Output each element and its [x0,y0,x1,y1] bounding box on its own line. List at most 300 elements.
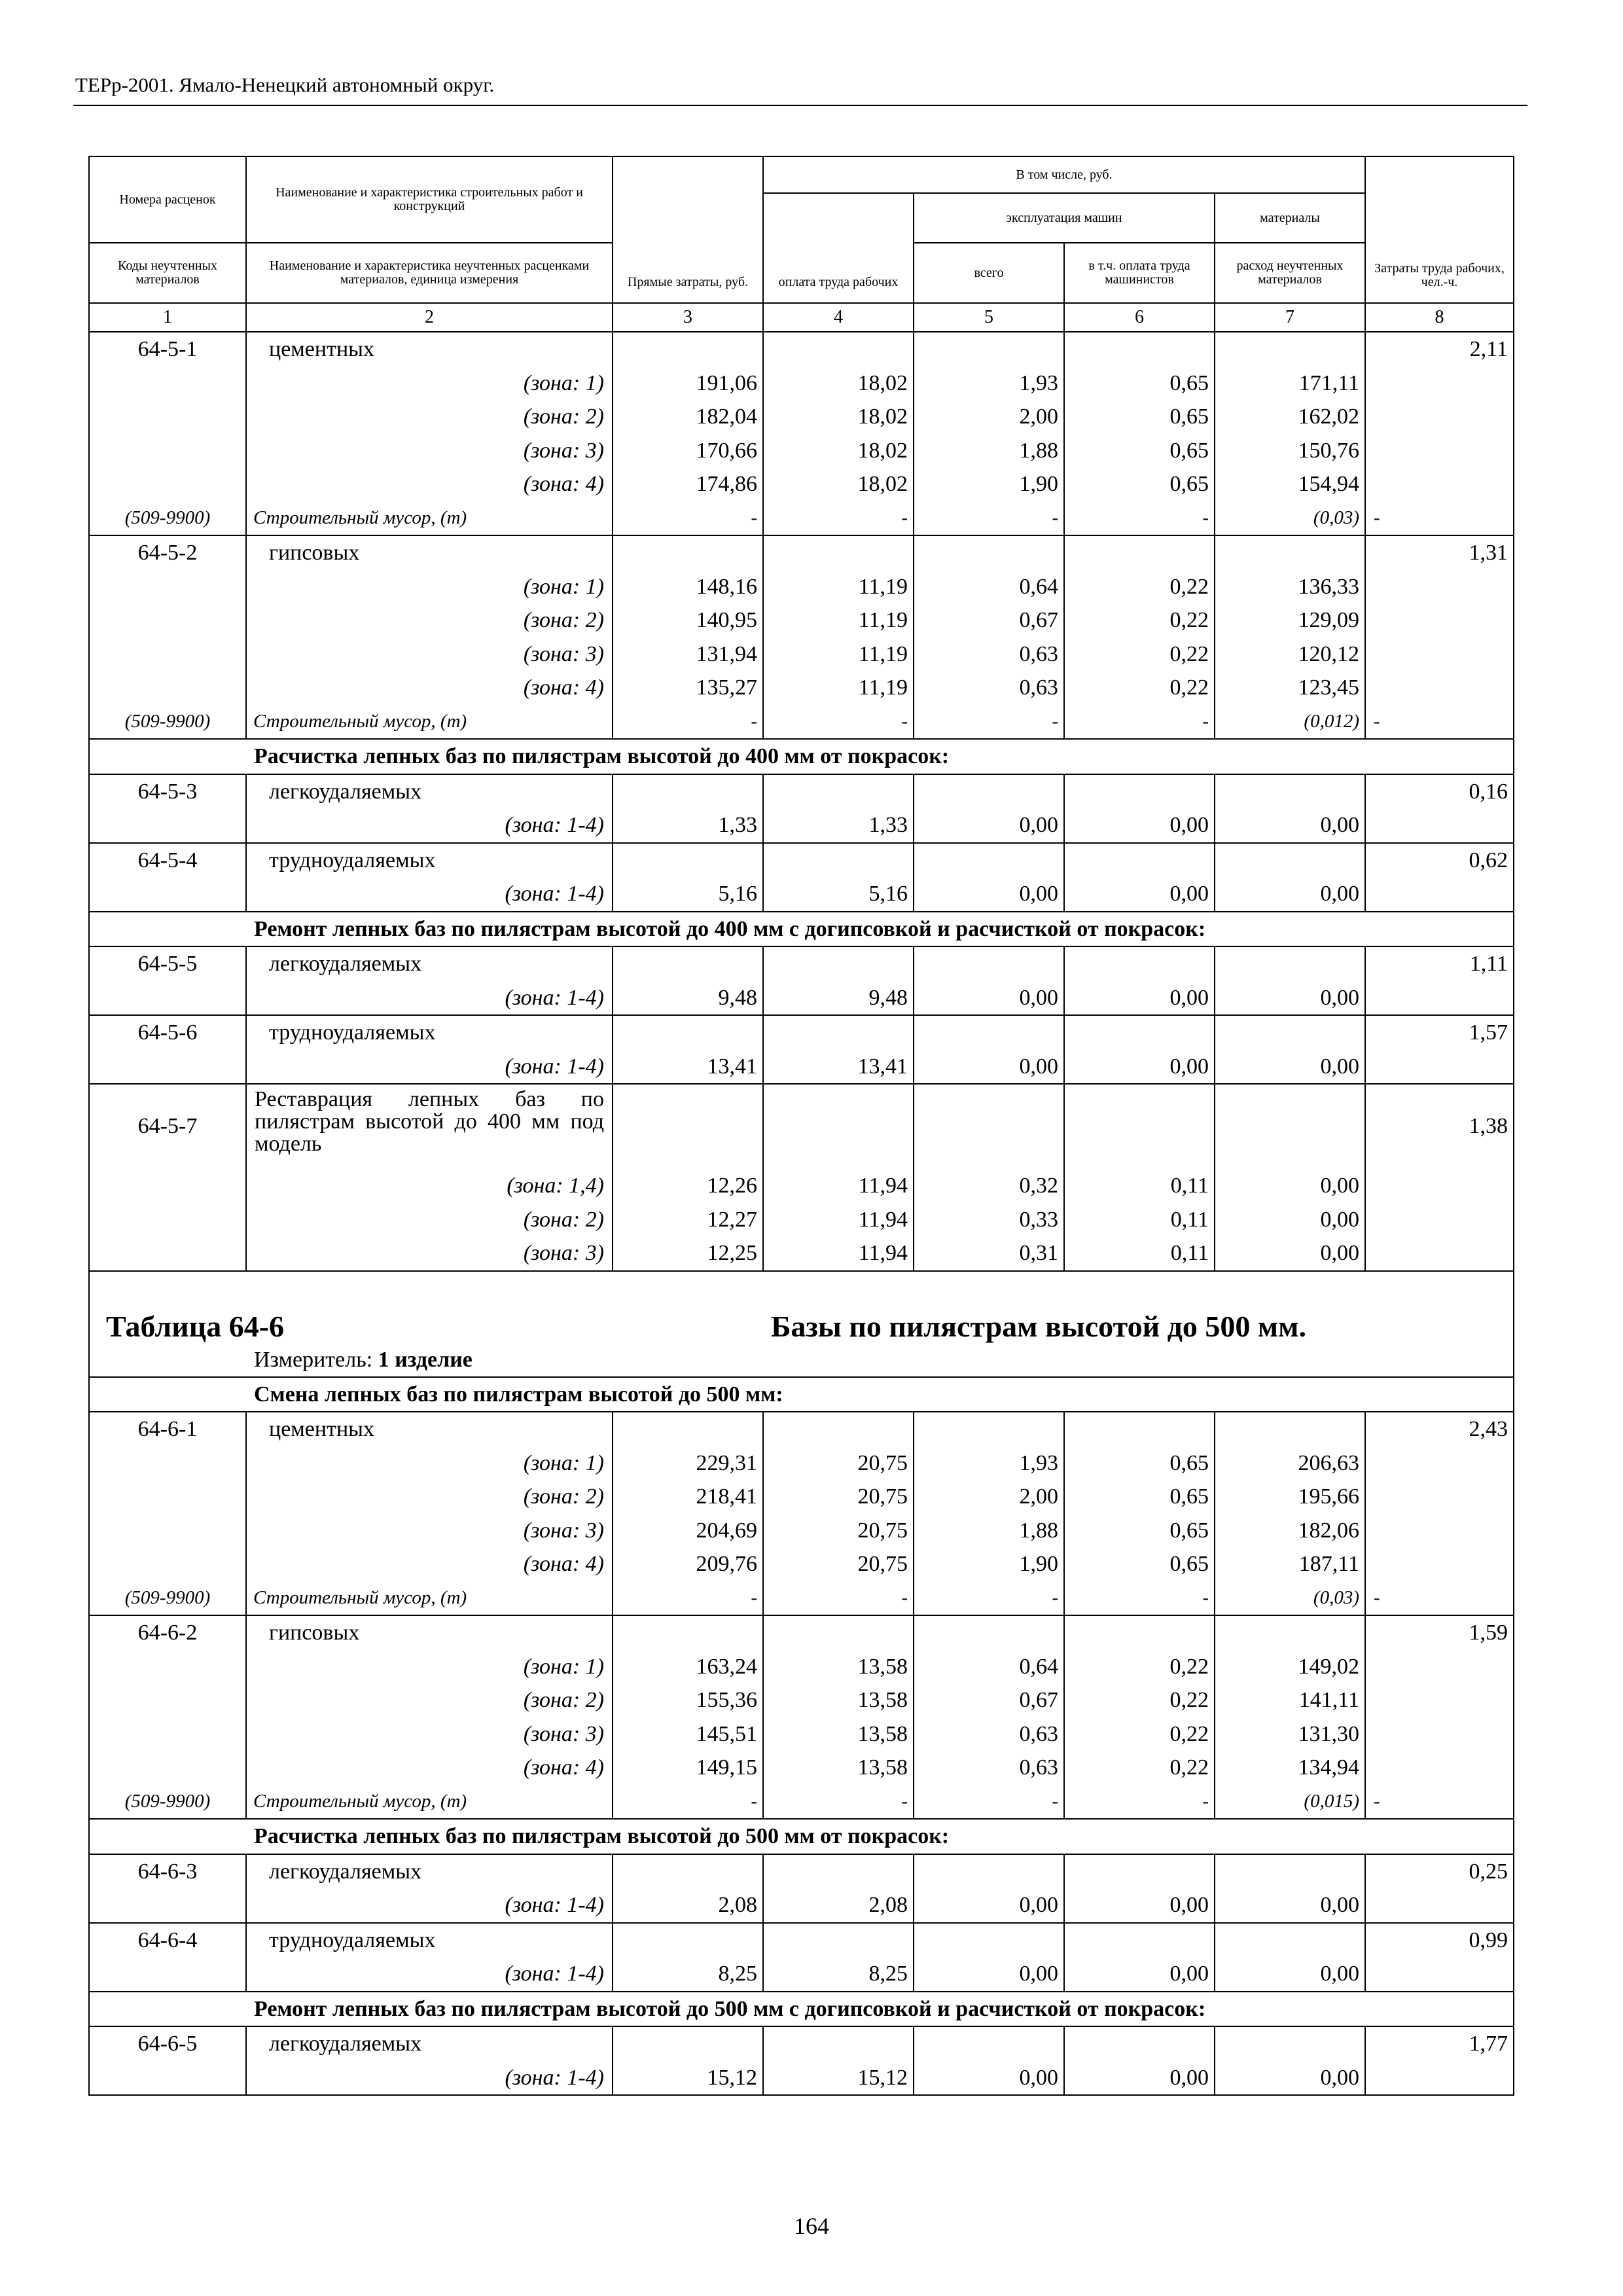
waste-value: - [914,501,1064,536]
zone-row [89,808,1514,843]
direct-cost: 163,24 [613,1650,763,1684]
empty-cell [1365,2061,1514,2096]
worker-pay: 13,58 [763,1717,914,1751]
machinist-pay: 0,11 [1064,1169,1215,1203]
empty-cell [89,603,246,637]
machinist-pay: 0,22 [1064,570,1215,604]
empty-cell [1365,1547,1514,1581]
rate-item-row [89,535,1514,570]
empty-cell [1215,1854,1365,1889]
worker-pay: 9,48 [763,981,914,1016]
machines-total: 0,00 [914,1050,1064,1085]
empty-cell [1215,1615,1365,1650]
machinist-pay: 0,65 [1064,1514,1215,1548]
empty-cell [763,946,914,981]
waste-value: - [1064,1581,1215,1616]
labor-cost: 1,57 [1365,1015,1514,1050]
empty-cell [1064,1412,1215,1446]
empty-cell [89,912,246,947]
waste-value: - [613,1785,763,1820]
empty-cell [89,1888,246,1923]
materials-cost: 150,76 [1215,434,1365,468]
empty-cell [914,1615,1064,1650]
section-heading: Ремонт лепных баз по пилястрам высотой до 500 мм с догипсовкой и расчисткой от покрасок: [246,1992,1514,2027]
zone-label: (зона: 2) [246,400,613,434]
section-heading: Расчистка лепных баз по пилястрам высотой до 400 мм от покрасок: [246,739,1514,774]
empty-cell [1365,603,1514,637]
empty-cell [1215,332,1365,367]
zone-label: (зона: 1-4) [246,877,613,912]
zone-label: (зона: 2) [246,1480,613,1514]
empty-cell [1365,1203,1514,1237]
empty-cell [613,1015,763,1050]
empty-cell [89,434,246,468]
machines-total: 0,63 [914,637,1064,672]
direct-cost: 182,04 [613,400,763,434]
machines-total: 1,93 [914,1446,1064,1480]
empty-cell [1215,774,1365,809]
empty-cell [914,535,1064,570]
direct-cost: 191,06 [613,367,763,401]
empty-cell [1215,2026,1365,2061]
waste-value: - [1064,501,1215,536]
empty-cell [1215,1084,1365,1169]
direct-cost: 12,27 [613,1203,763,1237]
empty-cell [613,332,763,367]
zone-row [89,1547,1514,1581]
rate-code: 64-5-1 [89,332,246,367]
rate-item-row [89,946,1514,981]
rate-item-row [89,774,1514,809]
direct-cost: 155,36 [613,1683,763,1717]
empty-cell [763,2026,914,2061]
materials-cost: 120,12 [1215,637,1365,672]
worker-pay: 15,12 [763,2061,914,2096]
empty-cell [1365,434,1514,468]
machines-total: 0,64 [914,1650,1064,1684]
rate-name: легкоудаляемых [246,946,613,981]
machinist-pay: 0,22 [1064,637,1215,672]
empty-cell [1365,1957,1514,1992]
machines-total: 0,00 [914,2061,1064,2096]
empty-cell [613,535,763,570]
worker-pay: 18,02 [763,434,914,468]
empty-cell [763,535,914,570]
empty-cell [89,1480,246,1514]
machinist-pay: 0,65 [1064,400,1215,434]
rate-item-row [89,1084,1514,1169]
header-rule [73,105,1527,106]
rate-item-row [89,332,1514,367]
machinist-pay: 0,22 [1064,1717,1215,1751]
zone-row [89,1751,1514,1785]
materials-cost: 0,00 [1215,1203,1365,1237]
empty-cell [89,1547,246,1581]
section-row [89,739,1514,774]
machinist-pay: 0,65 [1064,367,1215,401]
direct-cost: 12,26 [613,1169,763,1203]
machines-total: 0,00 [914,1888,1064,1923]
zone-label: (зона: 3) [246,1236,613,1271]
empty-cell [1365,1751,1514,1785]
measure-label: Измеритель: [254,1347,373,1372]
labor-cost: - [1365,501,1514,536]
machinist-pay: 0,22 [1064,603,1215,637]
empty-cell [763,843,914,878]
zone-row [89,570,1514,604]
direct-cost: 140,95 [613,603,763,637]
empty-cell [1064,535,1215,570]
machines-total: 0,00 [914,981,1064,1016]
machines-total: 0,31 [914,1236,1064,1271]
zone-row [89,1169,1514,1203]
zone-label: (зона: 3) [246,1514,613,1548]
empty-cell [1365,808,1514,843]
empty-cell [1365,1169,1514,1203]
machines-total: 1,88 [914,1514,1064,1548]
waste-value: - [914,705,1064,740]
empty-cell [89,1514,246,1548]
machines-total: 0,64 [914,570,1064,604]
materials-cost: 154,94 [1215,467,1365,501]
rate-name: Реставрация лепных баз по пилястрам высотой до 400 мм под модель [246,1084,613,1169]
empty-cell [1215,1923,1365,1958]
rate-code: 64-6-2 [89,1615,246,1650]
rate-item-row [89,2026,1514,2061]
empty-cell [1365,1236,1514,1271]
zone-label: (зона: 1) [246,1446,613,1480]
empty-cell [89,1992,246,2027]
rate-code: 64-6-5 [89,2026,246,2061]
labor-cost: 1,77 [1365,2026,1514,2061]
empty-cell [89,467,246,501]
empty-cell [89,671,246,705]
empty-cell [89,367,246,401]
table-header [89,156,1514,332]
worker-pay: 18,02 [763,400,914,434]
zone-label: (зона: 4) [246,467,613,501]
machines-label: эксплуатация машин [914,193,1215,243]
zone-label: (зона: 2) [246,603,613,637]
empty-cell [89,2061,246,2096]
empty-cell [613,843,763,878]
rate-code: 64-6-1 [89,1412,246,1446]
materials-cost: 0,00 [1215,808,1365,843]
zone-label: (зона: 1-4) [246,981,613,1016]
empty-cell [1064,843,1215,878]
col-number: 5 [914,303,1064,332]
zone-label: (зона: 1) [246,1650,613,1684]
direct-cost: 12,25 [613,1236,763,1271]
materials-cost: 0,00 [1215,1957,1365,1992]
worker-pay: 11,19 [763,671,914,705]
zone-label: (зона: 2) [246,1683,613,1717]
zone-row [89,1236,1514,1271]
empty-cell [613,1084,763,1169]
section-row [89,1819,1514,1854]
material-code: (509-9900) [89,501,246,536]
waste-value: - [914,1581,1064,1616]
col2-bottom-label: Наименование и характеристика неучтенных расценками материалов, единица измерения [246,243,613,303]
waste-row [89,1785,1514,1820]
materials-cost: 141,11 [1215,1683,1365,1717]
zone-row [89,671,1514,705]
rate-name: трудноудаляемых [246,1923,613,1958]
direct-cost: 229,31 [613,1446,763,1480]
worker-pay: 20,75 [763,1480,914,1514]
machines-total: 0,33 [914,1203,1064,1237]
machines-total: 1,88 [914,434,1064,468]
empty-cell [763,774,914,809]
zone-row [89,603,1514,637]
zone-label: (зона: 4) [246,1751,613,1785]
empty-cell [1064,2026,1215,2061]
labor-cost: - [1365,705,1514,740]
empty-cell [89,400,246,434]
machines-total: 0,00 [914,877,1064,912]
labor-cost: - [1365,1785,1514,1820]
zone-label: (зона: 3) [246,1717,613,1751]
rate-name: легкоудаляемых [246,1854,613,1889]
zone-row [89,434,1514,468]
rate-item-row [89,1615,1514,1650]
direct-cost: 1,33 [613,808,763,843]
machinist-pay: 0,00 [1064,1957,1215,1992]
zone-row [89,1514,1514,1548]
col6-label: в т.ч. оплата труда машинистов [1064,243,1215,303]
labor-cost: 0,25 [1365,1854,1514,1889]
empty-cell [1215,946,1365,981]
waste-value: - [1064,1785,1215,1820]
rate-name: цементных [246,1412,613,1446]
materials-cost: 123,45 [1215,671,1365,705]
materials-cost: 131,30 [1215,1717,1365,1751]
zone-row [89,1203,1514,1237]
worker-pay: 11,94 [763,1236,914,1271]
col5-label: всего [914,243,1064,303]
empty-cell [89,1957,246,1992]
materials-cost: 149,02 [1215,1650,1365,1684]
zone-row [89,400,1514,434]
col2-top-label: Наименование и характеристика строительных работ и конструкций [246,156,613,243]
worker-pay: 8,25 [763,1957,914,1992]
waste-value: (0,012) [1215,705,1365,740]
zone-label: (зона: 2) [246,1203,613,1237]
col-number: 3 [613,303,763,332]
labor-cost: 0,62 [1365,843,1514,878]
rate-item-row [89,843,1514,878]
worker-pay: 11,94 [763,1169,914,1203]
zone-label: (зона: 1-4) [246,1050,613,1085]
empty-cell [1365,671,1514,705]
col-number: 1 [89,303,246,332]
waste-row [89,1581,1514,1616]
waste-value: - [613,705,763,740]
machines-total: 2,00 [914,1480,1064,1514]
zone-label: (зона: 1) [246,367,613,401]
empty-cell [914,1084,1064,1169]
zone-label: (зона: 3) [246,637,613,672]
empty-cell [613,1615,763,1650]
rate-code: 64-5-3 [89,774,246,809]
empty-cell [89,808,246,843]
page-number: 164 [794,2213,829,2239]
zone-row [89,1446,1514,1480]
machinist-pay: 0,65 [1064,1547,1215,1581]
worker-pay: 13,58 [763,1650,914,1684]
rate-code: 64-5-6 [89,1015,246,1050]
materials-cost: 206,63 [1215,1446,1365,1480]
zone-row [89,1683,1514,1717]
empty-cell [914,1015,1064,1050]
worker-pay: 18,02 [763,467,914,501]
zone-label: (зона: 1,4) [246,1169,613,1203]
materials-label: материалы [1215,193,1365,243]
direct-cost: 209,76 [613,1547,763,1581]
section-heading: Расчистка лепных баз по пилястрам высотой до 500 мм от покрасок: [246,1819,1514,1854]
col8-label: Затраты труда рабочих, чел.-ч. [1365,156,1514,303]
machinist-pay: 0,11 [1064,1236,1215,1271]
machinist-pay: 0,00 [1064,2061,1215,2096]
col-number: 4 [763,303,914,332]
table-body [89,332,1514,2095]
empty-cell [1365,981,1514,1016]
zone-label: (зона: 1-4) [246,1888,613,1923]
direct-cost: 15,12 [613,2061,763,2096]
empty-cell [1064,1615,1215,1650]
empty-cell [763,1084,914,1169]
running-header: ТЕРр-2001. Ямало-Ненецкий автономный округ. [75,73,495,96]
machines-total: 0,32 [914,1169,1064,1203]
worker-pay: 11,94 [763,1203,914,1237]
rate-name: цементных [246,332,613,367]
zone-row [89,367,1514,401]
materials-cost: 134,94 [1215,1751,1365,1785]
machinist-pay: 0,00 [1064,1888,1215,1923]
empty-cell [1064,332,1215,367]
materials-cost: 0,00 [1215,1169,1365,1203]
empty-cell [1064,1015,1215,1050]
table-title-row [89,1271,1514,1344]
zone-row [89,1888,1514,1923]
table-number: Таблица 64-6 [89,1271,763,1344]
empty-cell [89,877,246,912]
empty-cell [89,1751,246,1785]
machines-total: 1,90 [914,467,1064,501]
empty-cell [89,1717,246,1751]
empty-cell [89,1203,246,1237]
empty-cell [1365,467,1514,501]
direct-cost: 204,69 [613,1514,763,1548]
machinist-pay: 0,22 [1064,1683,1215,1717]
empty-cell [1365,570,1514,604]
labor-cost: 1,11 [1365,946,1514,981]
empty-cell [763,1923,914,1958]
empty-cell [1215,843,1365,878]
table-title: Базы по пилястрам высотой до 500 мм. [763,1271,1514,1344]
empty-cell [1365,367,1514,401]
materials-cost: 0,00 [1215,1888,1365,1923]
zone-label: (зона: 4) [246,1547,613,1581]
material-name: Строительный мусор, (т) [246,1581,613,1616]
empty-cell [89,1344,246,1377]
zone-row [89,981,1514,1016]
direct-cost: 135,27 [613,671,763,705]
material-code: (509-9900) [89,1785,246,1820]
col7-label: расход неучтенных материалов [1215,243,1365,303]
zone-label: (зона: 1) [246,570,613,604]
worker-pay: 20,75 [763,1446,914,1480]
section-heading: Ремонт лепных баз по пилястрам высотой до 400 мм с догипсовкой и расчисткой от покрасок: [246,912,1514,947]
material-code: (509-9900) [89,1581,246,1616]
machines-total: 0,00 [914,808,1064,843]
empty-cell [89,1169,246,1203]
empty-cell [89,1446,246,1480]
empty-cell [613,946,763,981]
machinist-pay: 0,65 [1064,434,1215,468]
worker-pay: 5,16 [763,877,914,912]
empty-cell [1064,1084,1215,1169]
empty-cell [914,1412,1064,1446]
rate-code: 64-5-5 [89,946,246,981]
empty-cell [89,1819,246,1854]
machinist-pay: 0,00 [1064,1050,1215,1085]
empty-cell [1215,1412,1365,1446]
machinist-pay: 0,65 [1064,467,1215,501]
direct-cost: 218,41 [613,1480,763,1514]
zone-label: (зона: 1-4) [246,1957,613,1992]
empty-cell [89,739,246,774]
empty-cell [1365,1683,1514,1717]
materials-cost: 0,00 [1215,877,1365,912]
material-code: (509-9900) [89,705,246,740]
rate-name: гипсовых [246,535,613,570]
empty-cell [1365,400,1514,434]
worker-pay: 11,19 [763,570,914,604]
waste-row [89,501,1514,536]
direct-cost: 149,15 [613,1751,763,1785]
col1-top-label: Номера расценок [89,156,246,243]
col1-bottom-label: Коды неучтенных материалов [89,243,246,303]
labor-cost: 0,99 [1365,1923,1514,1958]
rate-item-row [89,1854,1514,1889]
rate-code: 64-5-2 [89,535,246,570]
labor-cost: - [1365,1581,1514,1616]
empty-cell [1365,1888,1514,1923]
direct-cost: 145,51 [613,1717,763,1751]
worker-pay: 13,58 [763,1683,914,1717]
zone-row [89,1957,1514,1992]
labor-cost: 1,38 [1365,1084,1514,1169]
material-name: Строительный мусор, (т) [246,705,613,740]
empty-cell [914,774,1064,809]
worker-pay: 11,19 [763,603,914,637]
machines-total: 0,63 [914,1751,1064,1785]
direct-cost: 13,41 [613,1050,763,1085]
zone-row [89,1050,1514,1085]
labor-cost: 2,11 [1365,332,1514,367]
empty-cell [914,1923,1064,1958]
empty-cell [1365,877,1514,912]
materials-cost: 0,00 [1215,2061,1365,2096]
empty-cell [763,332,914,367]
labor-cost: 0,16 [1365,774,1514,809]
machinist-pay: 0,22 [1064,671,1215,705]
direct-cost: 5,16 [613,877,763,912]
rate-name: трудноудаляемых [246,1015,613,1050]
empty-cell [914,2026,1064,2061]
col-number: 6 [1064,303,1215,332]
